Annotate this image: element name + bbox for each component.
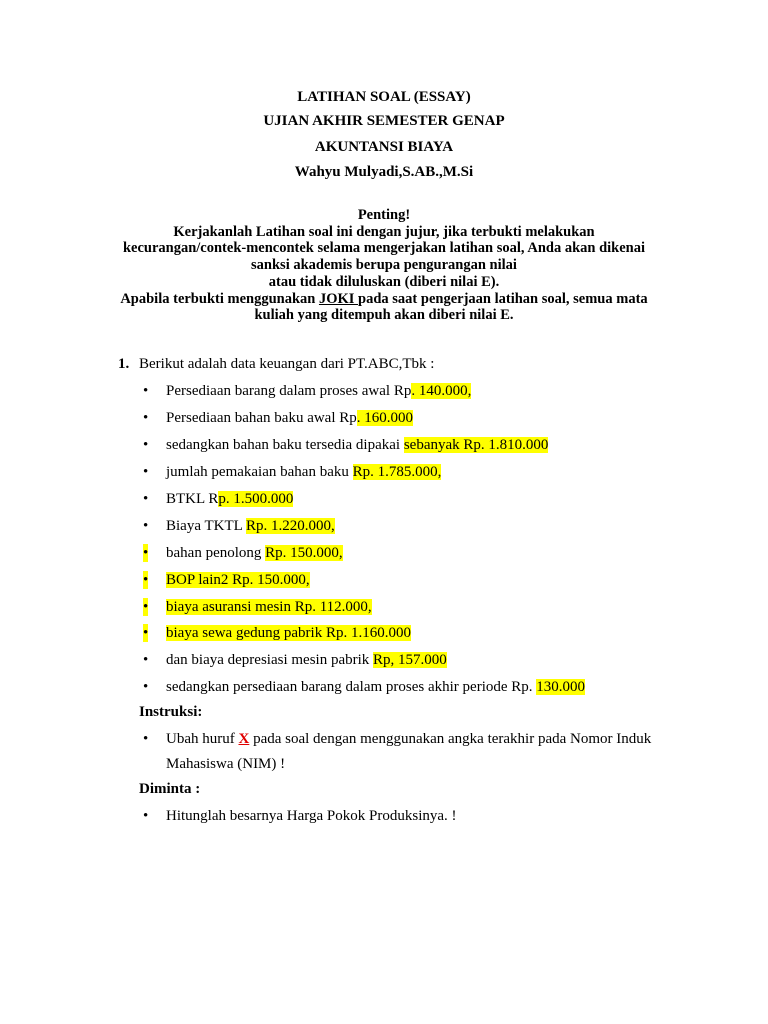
- item-highlight: p. 1.500.000: [218, 491, 294, 507]
- question-number: 1.: [118, 356, 130, 372]
- list-item: [166, 651, 447, 669]
- bullet-icon: •: [143, 599, 149, 615]
- notice-line: atau tidak diluluskan (diberi nilai E).: [268, 273, 500, 290]
- bullet-icon: •: [143, 545, 149, 561]
- instruksi-label: Instruksi:: [139, 704, 203, 720]
- instruksi-text-c: Mahasiswa (NIM) !: [166, 756, 286, 772]
- notice-text: Apabila terbukti menggunakan: [120, 290, 319, 307]
- item-text: sedangkan bahan baku tersedia dipakai: [166, 437, 404, 453]
- bullet-icon: •: [143, 572, 149, 588]
- instruksi-text-a: Ubah huruf: [166, 731, 239, 747]
- doc-subtitle-course: AKUNTANSI BIAYA: [314, 139, 454, 155]
- bullet-icon: •: [143, 491, 149, 507]
- diminta-label: Diminta :: [139, 781, 201, 797]
- bullet-icon: •: [143, 410, 149, 426]
- list-item: [166, 571, 310, 589]
- item-text: Biaya TKTL: [166, 518, 246, 534]
- list-item: [166, 517, 335, 535]
- notice-line: kuliah yang ditempuh akan diberi nilai E.: [254, 307, 514, 324]
- item-text: BTKL R: [166, 491, 219, 507]
- list-item: [166, 490, 293, 508]
- bullet-icon: •: [143, 464, 149, 480]
- item-highlight: . 160.000: [356, 410, 414, 426]
- bullet-icon: •: [143, 625, 149, 641]
- notice-line: kecurangan/contek-mencontek selama mengerjakan latihan soal, Anda akan dikenai: [122, 240, 646, 257]
- diminta-text: Hitunglah besarnya Harga Pokok Produksinya. !: [166, 808, 457, 824]
- list-item: [166, 544, 343, 562]
- list-item: [166, 382, 471, 400]
- list-item: [166, 436, 548, 454]
- item-text: dan biaya depresiasi mesin pabrik: [166, 652, 374, 668]
- list-item: [166, 409, 413, 427]
- item-highlight: biaya asuransi mesin Rp. 112.000,: [166, 599, 372, 615]
- list-item: [166, 624, 411, 642]
- doc-title: LATIHAN SOAL (ESSAY): [297, 89, 471, 105]
- item-highlight: BOP lain2 Rp. 150.000,: [166, 572, 310, 588]
- item-highlight: Rp. 1.785.000,: [352, 464, 442, 480]
- notice-line-joki: [90, 291, 678, 308]
- bullet-icon: •: [143, 652, 149, 668]
- notice-text: pada saat pengerjaan latihan soal, semua mata: [358, 290, 648, 307]
- item-text: jumlah pemakaian bahan baku: [166, 464, 353, 480]
- item-highlight: Rp. 150.000,: [265, 545, 343, 561]
- important-notice: [90, 207, 678, 324]
- doc-subtitle-exam: UJIAN AKHIR SEMESTER GENAP: [263, 113, 505, 129]
- joki-text: JOKI: [318, 290, 359, 307]
- notice-line: Kerjakanlah Latihan soal ini dengan jujur, jika terbukti melakukan: [173, 223, 595, 240]
- list-item: [166, 598, 372, 616]
- bullet-icon: •: [143, 679, 149, 695]
- item-text: sedangkan persediaan barang dalam proses akhir periode Rp.: [166, 679, 537, 695]
- list-item: [166, 463, 441, 481]
- item-text: bahan penolong: [166, 545, 266, 561]
- item-highlight: biaya sewa gedung pabrik Rp. 1.160.000: [166, 625, 411, 641]
- notice-title: Penting!: [357, 207, 411, 223]
- item-highlight: sebanyak Rp. 1.810.000: [403, 437, 549, 453]
- doc-author: Wahyu Mulyadi,S.AB.,M.Si: [294, 164, 474, 180]
- instruksi-text: [166, 730, 651, 748]
- bullet-icon: •: [143, 437, 149, 453]
- bullet-icon: •: [143, 518, 149, 534]
- instruksi-text-b: pada soal dengan menggunakan angka terakhir pada Nomor Induk: [249, 731, 652, 747]
- item-highlight: 130.000: [536, 679, 586, 695]
- item-highlight: Rp, 157.000: [373, 652, 447, 668]
- item-text: Persediaan bahan baku awal Rp: [166, 410, 357, 426]
- bullet-icon: •: [143, 731, 149, 747]
- item-highlight: . 140.000,: [411, 383, 472, 399]
- notice-line: sanksi akademis berupa pengurangan nilai: [251, 257, 517, 274]
- item-highlight: Rp. 1.220.000,: [245, 518, 335, 534]
- bullet-icon: •: [143, 808, 149, 824]
- item-text: Persediaan barang dalam proses awal Rp: [166, 383, 412, 399]
- list-item: [166, 678, 585, 696]
- bullet-icon: •: [143, 383, 149, 399]
- x-mark: X: [238, 731, 250, 747]
- question-intro: Berikut adalah data keuangan dari PT.ABC,Tbk :: [139, 356, 435, 372]
